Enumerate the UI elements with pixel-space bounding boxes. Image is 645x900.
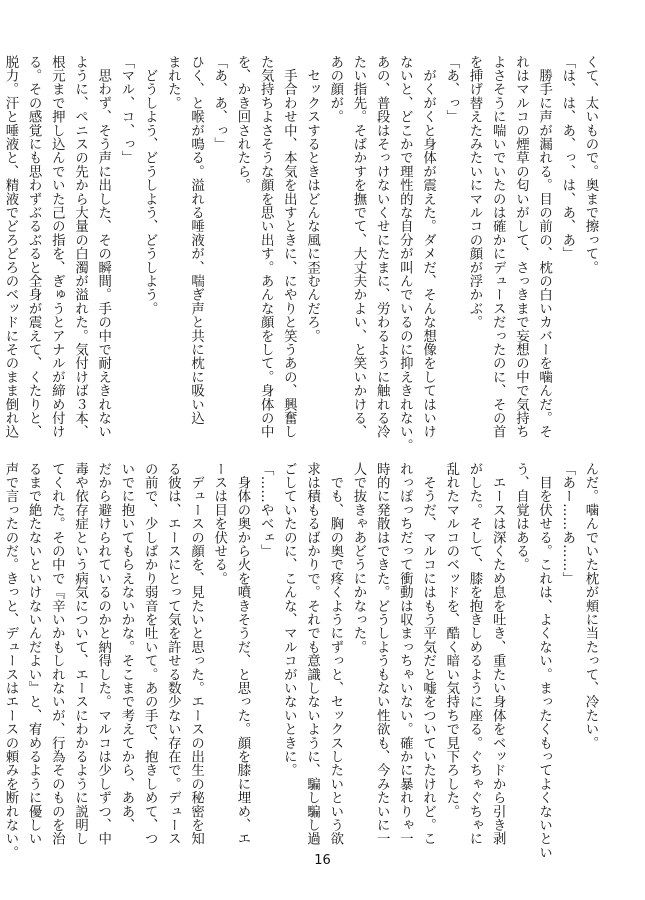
text-line: セックスするときはどんな風に歪むんだろ。 [304,55,320,343]
text-line: エースは深くため息を吐き、重たい身体をベッドから引き剥 [490,462,506,846]
text-line: 「は、は、あ、っ、は、あ、あ」 [559,55,575,261]
text-line: 声で言ったのだ。きっと、デュースはエースの頼みを断れない。 [2,462,18,860]
text-line: がした。そして、膝を抱きしめるように座る。ぐちゃぐちゃに [466,462,482,846]
text-line: 「あ、っ」 [443,55,459,124]
text-line: でも、胸の奥で疼くようにずっと、セックスしたいという欲 [327,462,343,846]
text-line: 「あー……あ……」 [559,462,575,586]
text-line: る。その感覚にも思わずぶるぶると全身が震えて、くたりと、 [26,55,42,439]
text-line: デュースの顔を、見たいと思った。エースの出生の秘密を知 [188,462,204,846]
text-line: だから避けられているのかと納得した。マルコは少しずつ、中 [95,462,111,846]
text-line: たい指先。そばかすを撫でて、大丈夫かよい、と笑いかける、 [350,55,366,439]
text-line: 手合わせ中、本気を出すときに、にやりと笑うあの、興奮し [281,55,297,439]
text-line: た気持ちよさそうな顔を思い出す。あんな顔をして。身体の中 [258,55,274,439]
text-line: の前で、少しばかり弱音を吐いて。あの手で、抱きしめて、つ [142,462,158,846]
text-line: 「……やべェ」 [258,462,274,558]
text-line: れっぽっちだって衝動は収まっちゃいない。確かに暴れりゃ一 [397,462,413,846]
text-line: ースは目を伏せる。 [211,462,227,586]
text-line: 思わず、そう声に出した、その瞬間。手の中で耐えきれない [95,55,111,439]
text-line: 求は積もるばかりで。それでも意識しないように、騙し騙し過 [304,462,320,846]
text-line: 時的に発散はできた。どうしようもない性欲も、今みたいに一 [374,462,390,846]
text-line: くて、太いもので。奥まで擦って。 [583,55,598,275]
text-line: ないと、どこかで理性的な自分が叫んでいるのに抑えきれない。 [397,55,413,453]
text-line: ように、ペニスの先から大量の白濁が溢れた。気付けば３本、 [72,55,88,439]
text-line: う、自覚はある。 [513,462,529,572]
text-line: まれた。 [165,55,181,110]
text-line: ひく、と喉が鳴る。溢れる唾液が、喘ぎ声と共に枕に吸い込 [188,55,204,425]
text-line: るまで絶たないといけないんだよい』と、宥めるように優しい [26,462,42,846]
upper-text-block [2,55,602,453]
text-line: どうしよう、どうしよう、どうしよう。 [142,55,158,316]
text-line: 毒や依存症という病気について、エースにわかるように説明し [72,462,88,846]
text-line: てくれた。その中で『辛いかもしれないが、行為そのものを治 [49,462,65,846]
text-line: 根元まで押し込んでいた己の指を、ぎゅうとアナルが締め付け [49,55,65,439]
text-line: 勝手に声が漏れる。目の前の、枕の白いカバーを噛んだ。そ [536,55,552,439]
text-line: 目を伏せる。これは、よくない。まったくもってよくないとい [536,462,552,860]
text-line: 人で抜きゃあどうにかなった。 [350,462,366,654]
text-line: 身体の奥から火を噴きそうだ、と思った。顔を膝に埋め、エ [234,462,250,846]
text-line: ごしていたのに、こんな、マルコがいないときに。 [281,462,297,778]
text-line: 乱れたマルコのベッドを、酷く暗い気持ちで見下ろした。 [443,462,459,819]
text-line: よさそうに喘いでいたのは確かにデュースだったのに、その首 [490,55,506,439]
text-line: を挿げ替えたみたいにマルコの顔が浮かぶ。 [466,55,482,329]
text-line: 「あ、あ、っ」 [211,55,227,151]
text-line: る彼は、エースにとって気を許せる数少ない存在で。デュース [165,462,181,846]
text-line: あの顔が。 [327,55,343,124]
text-line: あの、普段はそっけないくせにたまに、労わるように触れる冷 [374,55,390,439]
text-line: 「マル、コ、っ」 [118,55,134,165]
text-line: んだ。噛んでいた枕が頬に当たって、冷たい。 [583,462,598,750]
lower-text-block [2,462,602,860]
text-line: いでに抱いてもらえないかな。そこまで考えてから、ああ、 [118,462,134,832]
text-line: れはマルコの煙草の匂いがして、さっきまで妄想の中で気持ち [513,55,529,439]
text-line: がくがくと身体が震えた。ダメだ、そんな想像をしてはいけ [420,55,436,439]
text-line: そうだ、マルコにはもう平気だと嘘をついていたけれど。こ [420,462,436,846]
text-line: 脱力。汗と唾液と、精液でどろどろのベッドにそのまま倒れ込 [2,55,18,439]
text-line: を、かき回されたら。 [234,55,250,192]
page-number: 16 [314,853,331,868]
